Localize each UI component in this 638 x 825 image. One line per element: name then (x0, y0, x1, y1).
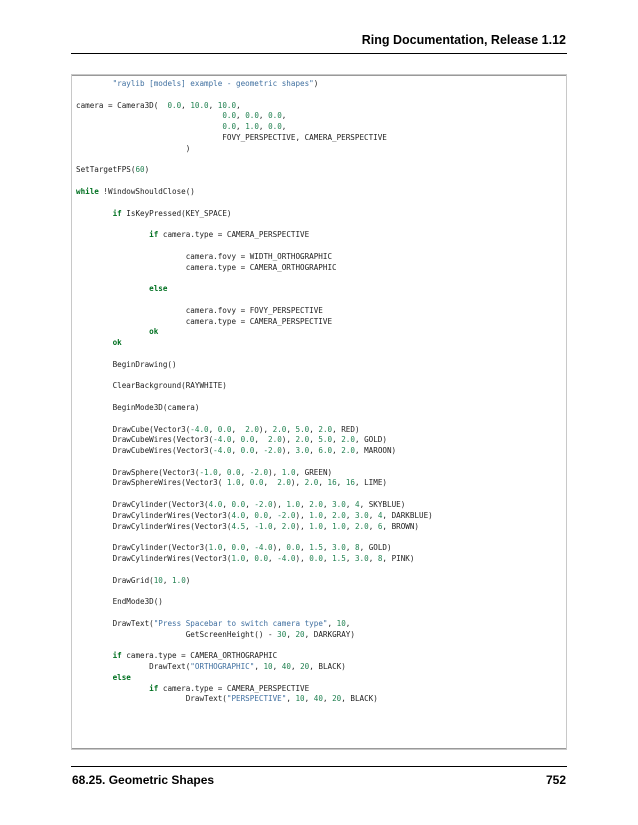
code-token: ), (272, 500, 287, 510)
code-token: , (368, 521, 378, 531)
code-token: 8 (377, 554, 383, 564)
code-token: ) (76, 143, 191, 153)
code-token (76, 230, 149, 239)
code-token: 3.0 (354, 510, 369, 520)
code-token: 1.0 (172, 575, 186, 585)
code-token (76, 209, 113, 218)
code-token: , (322, 500, 333, 510)
code-token: , (332, 446, 342, 456)
code-line (76, 500, 405, 509)
code-token: , (236, 100, 241, 110)
code-line (76, 230, 309, 239)
code-token: DrawText( (76, 694, 227, 704)
code-token (76, 338, 113, 347)
code-token: 2.0 (277, 478, 291, 488)
code-line (76, 306, 323, 315)
code-token: 1.5 (332, 554, 346, 564)
code-token: 3.0 (295, 446, 310, 456)
code-token: 2.0 (332, 510, 346, 520)
code-line (76, 576, 190, 585)
code-token: 30 (277, 629, 287, 639)
page-header-title: Ring Documentation, Release 1.12 (361, 33, 566, 47)
code-token: 1.0 (281, 467, 296, 477)
code-block (71, 74, 567, 750)
code-token: 4 (354, 500, 360, 510)
code-token: , (345, 554, 355, 564)
code-token: , (162, 575, 173, 585)
code-token: , GOLD) (354, 435, 387, 445)
code-token: , (368, 510, 378, 520)
code-token: DrawCylinderWires(Vector3( (76, 510, 232, 520)
code-token: 2.0 (295, 435, 310, 445)
code-token: 1.0 (208, 543, 223, 553)
code-token: , (272, 521, 282, 531)
code-token (76, 651, 113, 660)
code-token: else (112, 672, 131, 682)
code-token: , (254, 435, 269, 445)
code-token (76, 673, 113, 682)
code-token: 2.0 (272, 424, 287, 434)
code-line (76, 446, 396, 455)
code-line (76, 403, 199, 412)
code-token: , (309, 424, 319, 434)
code-token: camera.type = CAMERA_ORTHOGRAPHIC (121, 651, 278, 661)
code-token: , (300, 543, 310, 553)
code-token: DrawGrid( (76, 575, 154, 585)
code-token: ) (185, 575, 191, 585)
code-line (76, 79, 318, 88)
code-token: , (286, 424, 296, 434)
code-token: , (222, 543, 232, 553)
code-token: 6.0 (318, 446, 333, 456)
code-token: 10 (336, 618, 346, 628)
code-token: 2.0 (309, 500, 323, 510)
code-token: , (322, 543, 333, 553)
code-token: 0.0 (222, 122, 237, 132)
code-token: , (304, 694, 314, 704)
code-token: , (236, 122, 246, 132)
code-token: 8 (354, 543, 360, 553)
code-line (76, 338, 122, 347)
code-token: 3.0 (332, 500, 346, 510)
code-token: 5.0 (318, 435, 333, 445)
code-token: 0.0 (222, 111, 237, 121)
code-token: 10 (153, 575, 163, 585)
code-token: 2.0 (268, 435, 282, 445)
code-token: 4.0 (231, 510, 246, 520)
code-token: SetTargetFPS( (76, 165, 136, 175)
code-line (76, 425, 360, 434)
code-token: , (231, 424, 246, 434)
code-token: 0.0 (286, 543, 301, 553)
code-token: DrawSphereWires(Vector3( (76, 478, 227, 488)
code-token: 4.5 (231, 521, 246, 531)
code-token: camera.type = CAMERA_ORTHOGRAPHIC (76, 262, 337, 272)
code-token: , (300, 500, 310, 510)
code-token: , (258, 111, 269, 121)
code-token: if (112, 651, 122, 661)
code-token: 1.0 (309, 510, 323, 520)
code-token: -1.0 (199, 467, 218, 477)
code-token: , (254, 446, 264, 456)
code-token: if (112, 208, 122, 218)
code-token: 1.0 (309, 521, 323, 531)
code-token: 1.0 (332, 521, 346, 531)
code-token: , (236, 111, 246, 121)
code-token: , (336, 478, 346, 488)
code-token: camera.type = CAMERA_PERSPECTIVE (158, 683, 310, 693)
code-token: , (245, 500, 255, 510)
code-token (76, 122, 222, 131)
code-token: , (309, 435, 319, 445)
code-token: 4.0 (208, 500, 223, 510)
code-token: EndMode3D() (76, 597, 163, 607)
code-token (76, 284, 149, 293)
code-token: 10 (295, 694, 305, 704)
code-token: 10.0 (190, 100, 209, 110)
code-token: 0.0 (240, 435, 255, 445)
code-line (76, 381, 227, 390)
code-token: ) (144, 165, 150, 175)
code-token: , (208, 100, 218, 110)
code-token: 20 (300, 662, 310, 672)
code-line (76, 317, 332, 326)
code-token: 3.0 (332, 543, 346, 553)
footer-divider (71, 766, 567, 767)
code-token: IsKeyPressed(KEY_SPACE) (121, 208, 232, 218)
code-line (76, 630, 355, 639)
code-token: , (322, 510, 333, 520)
code-token: DrawText( (76, 662, 191, 672)
code-token: , LIME) (354, 478, 387, 488)
code-token: DrawCylinder(Vector3( (76, 500, 209, 510)
code-line (76, 522, 419, 531)
code-token: camera = Camera3D( (76, 100, 168, 110)
code-token: -4.0 (213, 435, 232, 445)
code-token: "Press Spacebar to switch camera type" (153, 618, 328, 628)
code-token: FOVY_PERSPECTIVE, CAMERA_PERSPECTIVE (76, 132, 387, 142)
code-token: , (268, 554, 278, 564)
code-token: , (322, 554, 333, 564)
code-token: ) (313, 79, 319, 88)
code-token: while (76, 186, 99, 196)
code-line (76, 478, 387, 487)
code-token: 16 (327, 478, 337, 488)
header-divider (71, 53, 567, 54)
code-token: , (240, 467, 250, 477)
code-line (76, 662, 346, 671)
code-token: 0.0 (268, 122, 282, 132)
code-token: , (181, 100, 191, 110)
code-token: , GOLD) (359, 543, 392, 553)
code-token: 0.0 (167, 100, 182, 110)
code-token: , (368, 554, 378, 564)
code-token: , (345, 500, 355, 510)
code-token: BeginMode3D(camera) (76, 402, 200, 412)
code-token: 20 (295, 629, 305, 639)
code-token: if (149, 683, 159, 693)
code-line (76, 209, 231, 218)
code-line (76, 651, 277, 660)
code-token: ), (281, 435, 296, 445)
code-token: DrawCubeWires(Vector3( (76, 446, 214, 456)
code-token: DrawCubeWires(Vector3( (76, 435, 214, 445)
code-token: 2.0 (318, 424, 333, 434)
code-token: 60 (135, 165, 145, 175)
code-token: , (281, 111, 287, 121)
code-line (76, 284, 167, 293)
code-token: , BROWN) (382, 521, 419, 531)
code-token: 2.0 (354, 521, 369, 531)
code-token: , (240, 478, 250, 488)
code-token: 40 (313, 694, 323, 704)
code-token: GetScreenHeight() - (76, 629, 278, 639)
code-token: ), (258, 424, 273, 434)
code-token (76, 327, 149, 336)
code-token: camera.type = CAMERA_PERSPECTIVE (76, 316, 333, 326)
code-line (76, 435, 387, 444)
code-token: , (245, 521, 255, 531)
code-token: 0.0 (226, 467, 241, 477)
code-token: 0.0 (240, 446, 255, 456)
code-token: , (245, 554, 255, 564)
code-line (76, 101, 241, 110)
code-token: 1.0 (231, 554, 246, 564)
code-token: , (327, 618, 337, 628)
code-token: ok (112, 338, 122, 348)
code-token: 1.5 (309, 543, 323, 553)
code-listing (76, 79, 433, 705)
code-token: DrawText( (76, 618, 154, 628)
code-token: 1.0 (286, 500, 301, 510)
code-token: , (345, 521, 355, 531)
code-token: 5.0 (295, 424, 310, 434)
code-token: 2.0 (304, 478, 319, 488)
code-line (76, 543, 392, 552)
code-token: , (254, 662, 264, 672)
code-token: BeginDrawing() (76, 359, 177, 369)
code-token: 6 (377, 521, 383, 531)
code-token: , GREEN) (295, 467, 333, 477)
code-token: , (345, 510, 355, 520)
code-token: , (322, 521, 333, 531)
code-token: , RED) (332, 424, 360, 434)
code-token: , (332, 435, 342, 445)
code-token: ok (149, 327, 159, 337)
code-line (76, 511, 433, 520)
code-token: , DARKGRAY) (304, 629, 355, 639)
code-token: 0.0 (309, 554, 323, 564)
code-token: , (208, 424, 218, 434)
code-token: , (231, 435, 241, 445)
code-token: 2.0 (281, 521, 296, 531)
code-token (76, 79, 113, 88)
code-token: , BLACK) (341, 694, 378, 704)
code-token: 1.0 (226, 478, 241, 488)
code-token: , BLACK) (309, 662, 346, 672)
code-token: camera.type = CAMERA_PERSPECTIVE (158, 230, 310, 240)
code-token: ), (268, 467, 282, 477)
code-line (76, 263, 337, 272)
code-token: -4.0 (190, 424, 209, 434)
code-line (76, 327, 158, 336)
code-token: 2.0 (245, 424, 259, 434)
code-token: , (345, 618, 351, 628)
code-line (76, 619, 350, 628)
code-token: ), (281, 446, 296, 456)
code-token: 4 (377, 510, 383, 520)
code-token: 0.0 (231, 543, 246, 553)
code-token: DrawCylinderWires(Vector3( (76, 521, 232, 531)
code-token: ClearBackground(RAYWHITE) (76, 381, 227, 391)
code-line (76, 165, 149, 174)
code-token: "PERSPECTIVE" (226, 694, 287, 704)
code-token: "raylib [models] example - geometric shapes" (112, 79, 314, 88)
code-token: ), (295, 554, 310, 564)
code-token: , (345, 543, 355, 553)
code-token: , (222, 500, 232, 510)
code-token: , (245, 510, 255, 520)
code-token: 16 (345, 478, 355, 488)
code-token: -2.0 (277, 510, 296, 520)
code-token: -4.0 (254, 543, 273, 553)
code-token (76, 111, 222, 120)
code-token: 10.0 (217, 100, 237, 110)
code-token: 1.0 (245, 122, 259, 132)
code-token: -2.0 (263, 446, 282, 456)
code-line (76, 684, 309, 693)
code-token: camera.fovy = FOVY_PERSPECTIVE (76, 305, 323, 315)
code-line (76, 133, 387, 142)
code-token: "ORTHOGRAPHIC" (190, 662, 255, 672)
code-token: -2.0 (249, 467, 269, 477)
code-token: , (286, 629, 296, 639)
code-token: , (268, 510, 278, 520)
code-token: ), (295, 510, 310, 520)
code-token: 20 (332, 694, 342, 704)
code-line (76, 597, 163, 606)
code-line (76, 360, 177, 369)
code-token: 0.0 (268, 111, 282, 121)
code-token: ), (272, 543, 287, 553)
code-token: , (286, 694, 296, 704)
code-token: DrawCylinderWires(Vector3( (76, 554, 232, 564)
code-token: else (149, 284, 168, 294)
code-token: -4.0 (277, 554, 296, 564)
code-line (76, 187, 195, 196)
code-token: , (290, 662, 301, 672)
code-token: -4.0 (213, 446, 232, 456)
code-token: if (149, 230, 159, 240)
code-token: , (272, 662, 282, 672)
code-token: 2.0 (341, 446, 355, 456)
code-token: , (318, 478, 328, 488)
code-token: -1.0 (254, 521, 273, 531)
code-line (76, 144, 190, 153)
code-token: -2.0 (254, 500, 273, 510)
code-token: , (217, 467, 227, 477)
code-token: 3.0 (354, 554, 369, 564)
code-token: 0.0 (249, 478, 264, 488)
code-line (76, 252, 332, 261)
code-line (76, 673, 131, 682)
code-token: 40 (281, 662, 291, 672)
code-line (76, 122, 286, 131)
code-token: 10 (263, 662, 273, 672)
code-line (76, 554, 414, 563)
code-token: , DARKBLUE) (382, 510, 433, 520)
code-line (76, 111, 286, 120)
code-token: 0.0 (254, 554, 269, 564)
page-number: 752 (545, 773, 566, 787)
code-token: , PINK) (382, 554, 415, 564)
code-token: 0.0 (254, 510, 269, 520)
code-token: !WindowShouldClose() (98, 186, 195, 196)
code-token: DrawSphere(Vector3( (76, 467, 200, 477)
code-token: DrawCylinder(Vector3( (76, 543, 209, 553)
code-token: 0.0 (217, 424, 232, 434)
code-token: , SKYBLUE) (359, 500, 406, 510)
footer-section-title: 68.25. Geometric Shapes (72, 773, 215, 787)
code-token: DrawCube(Vector3( (76, 424, 191, 434)
code-token: 2.0 (341, 435, 355, 445)
code-token: ), (295, 521, 310, 531)
code-token: 0.0 (231, 500, 246, 510)
code-token (76, 684, 149, 693)
code-token: 0.0 (245, 111, 259, 121)
code-token: , (258, 122, 269, 132)
code-token: , (263, 478, 278, 488)
code-token: , (309, 446, 319, 456)
code-line (76, 694, 378, 703)
code-token: , (245, 543, 255, 553)
code-token: , (231, 446, 241, 456)
code-token: camera.fovy = WIDTH_ORTHOGRAPHIC (76, 251, 333, 261)
code-token: , (281, 122, 287, 132)
code-line (76, 468, 332, 477)
code-token: , MAROON) (354, 446, 397, 456)
code-token: , (322, 694, 333, 704)
code-token: ), (290, 478, 305, 488)
